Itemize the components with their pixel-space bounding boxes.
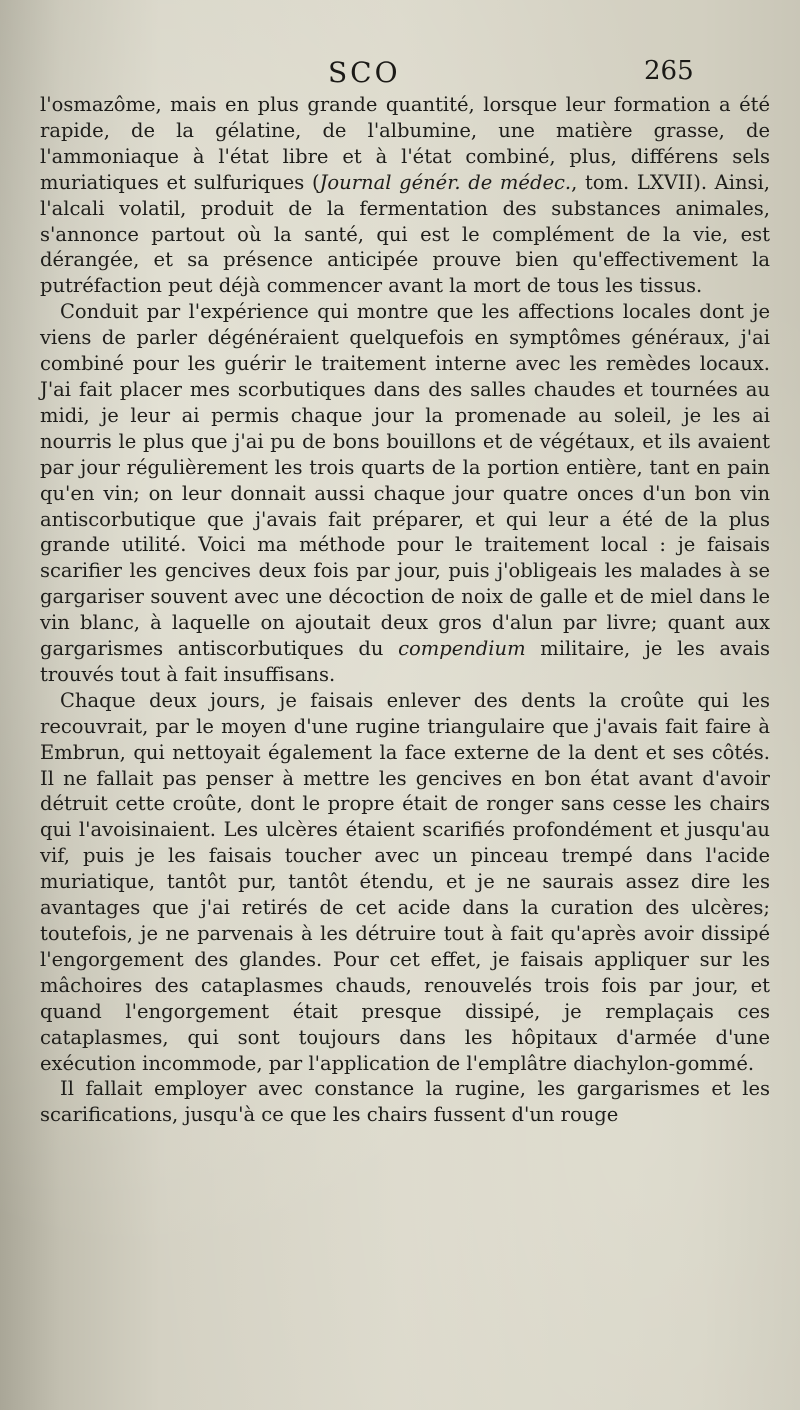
page-header [0,56,800,96]
paragraph-1-text-b: , tom. LXVII). Ainsi, l'alcali volatil, produit de la fermentation des substances animales, s'annonce partout où la santé, qui est le complément de la vie, est dérangée, et sa présence anticipée prouve bien qu'effectivement la putréfaction peut déjà commencer avant la mort de tous les tissus. [40,170,770,298]
running-head: SCO [328,56,401,89]
paragraph-2 [40,299,770,688]
paragraph-2-text: Conduit par l'expérience qui montre que les affections locales dont je viens de parler dégénéraient quelquefois en symptômes généraux, j'ai combiné pour les guérir le traitement interne avec les remèdes locaux. J'ai fait placer mes scorbutiques dans des salles chaudes et tournées au midi, je leur ai permis chaque jour la promenade au soleil, je les ai nourris le plus que j'ai pu de bons bouillons et de végétaux, et ils avaient par jour régulièrement les trois quarts de la portion entière, tant en pain qu'en vin; on leur donnait aussi chaque jour quatre onces d'un bon vin antiscorbutique que j'avais fait préparer, et qui leur a été de la plus grande utilité. Voici ma méthode pour le traitement local : je faisais scarifier les gencives deux fois par jour, puis j'obligeais les malades à se gargariser souvent avec une décoction de noix de galle et de miel dans le vin blanc, à laquelle on ajoutait deux gros d'alun par livre; quant aux gargarismes antiscorbutiques du [40,300,770,661]
paragraph-1-text-a: l'osmazôme, mais en plus grande quantité, lorsque leur formation a été rapide, de la gélatine, de l'albumine, une matière grasse, de l'ammoniaque à l'état libre et à l'état combiné, plus, différens sels muriatiques et sulfuriques ( [40,93,770,194]
paragraph-2-tail: militaire, je les avais trouvés tout à fait insuffisans. [40,637,770,686]
page-number: 265 [644,56,694,86]
paragraph-3: Chaque deux jours, je faisais enlever des dents la croûte qui les recouvrait, par le moyen d'une rugine triangulaire que j'avais fait faire à Embrun, qui nettoyait également la face externe de la dent et ses côtés. Il ne fallait pas penser à mettre les gencives en bon état avant d'avoir détruit cette croûte, dont le propre était de ronger sans cesse les chairs qui l'avoisinaient. Les ulcères étaient scarifiés profondément et jusqu'au vif, puis je les faisais toucher avec un pinceau trempé dans l'acide muriatique, tantôt pur, tantôt étendu, et je ne saurais assez dire les avantages que j'ai retirés de cet acide dans la curation des ulcères; toutefois, je ne parvenais à les détruire tout à fait qu'après avoir dissipé l'engorgement des glandes. Pour cet effet, je faisais appliquer sur les mâchoires des cataplasmes chauds, renouvelés trois fois par jour, et quand l'engorgement était presque dissipé, je remplaçais ces cataplasmes, qui sont toujours dans les hôpitaux d'armée d'une exécution incommode, par l'application de l'emplâtre diachylon-gommé. [40,688,770,1075]
paragraph-1 [40,92,770,299]
body-text [40,92,770,1128]
paragraph-4: Il fallait employer avec constance la rugine, les gargarismes et les scarifications, jusqu'à ce que les chairs fussent d'un rouge [40,1077,770,1127]
compendium-word: compendium [398,637,526,661]
journal-title: Journal génér. de médec. [319,170,572,194]
